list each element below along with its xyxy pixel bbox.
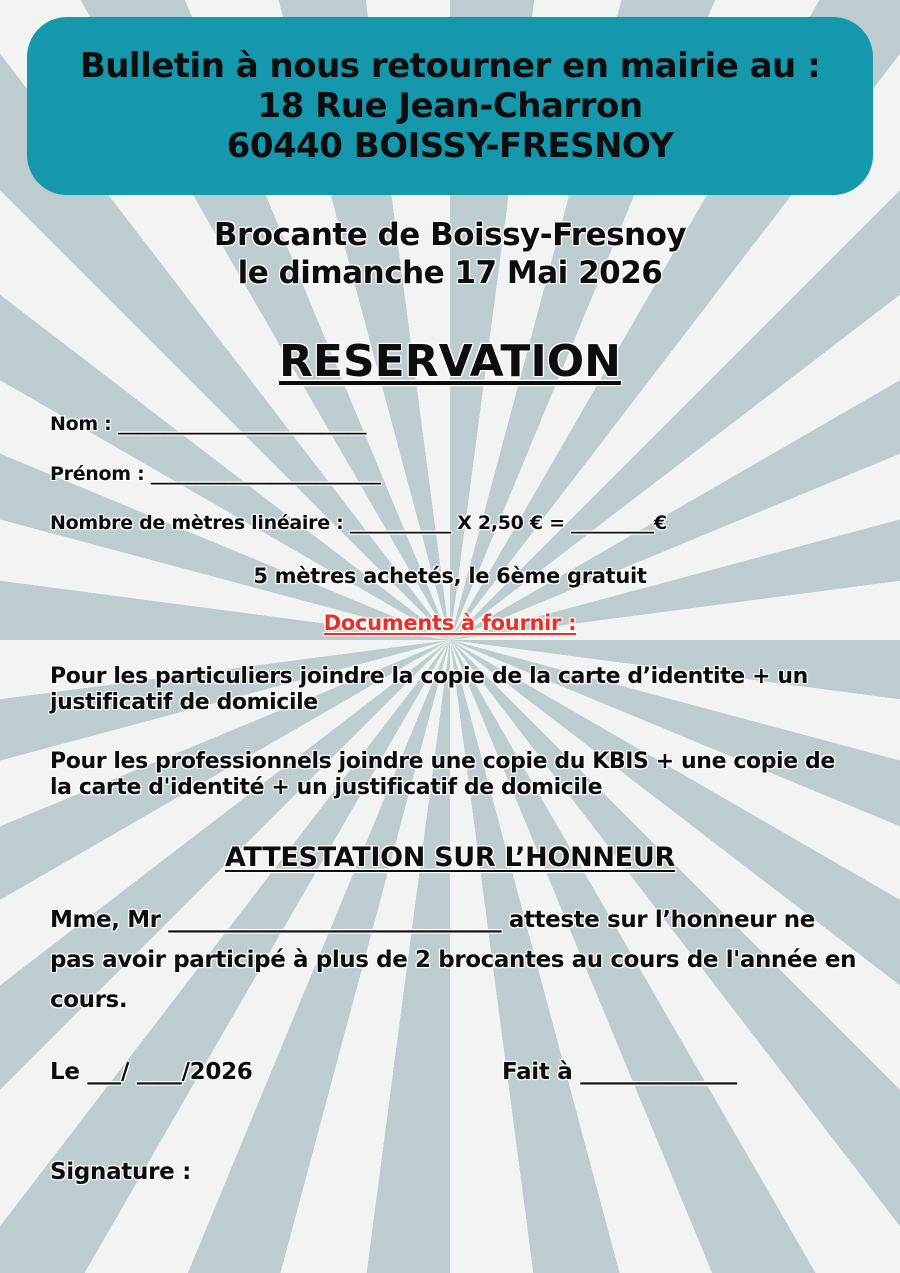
attestation-text[interactable]: Mme, Mr ______________________________ atteste sur l’honneur ne pas avoir participé à plus de 2 brocantes au cours de l'année en cours. — [50, 907, 857, 1013]
prenom-field[interactable]: Prénom : _________________________ — [50, 463, 381, 485]
reservation-title: RESERVATION — [279, 336, 621, 387]
documents-title-text: Documents à fournir : — [323, 611, 577, 635]
place-field[interactable]: Fait à ______________ — [502, 1059, 737, 1085]
street-address: 18 Rue Jean-Charron — [257, 86, 643, 126]
event-name: Brocante de Boissy-Fresnoy — [213, 217, 687, 253]
professionnels-requirement: Pour les professionnels joindre une copie du KBIS + une copie de la carte d'identité + un justificatif de domicile — [50, 749, 835, 800]
offer-text: 5 mètres achetés, le 6ème gratuit — [253, 564, 647, 588]
address-banner — [27, 17, 873, 195]
particuliers-requirement: Pour les particuliers joindre la copie de la carte d’identite + un justificatif de domicile — [50, 664, 808, 715]
event-date: le dimanche 17 Mai 2026 — [237, 255, 663, 291]
attestation-title: ATTESTATION SUR L’HONNEUR — [225, 842, 675, 873]
nom-field[interactable]: Nom : ___________________________ — [50, 413, 367, 435]
documents-title — [0, 610, 900, 636]
return-instruction: Bulletin à nous retourner en mairie au : — [79, 46, 821, 86]
metres-field[interactable]: Nombre de mètres linéaire : ___________ X 2,50 € = _________€ — [50, 512, 667, 534]
date-field[interactable]: Le ___/ ____/2026 — [50, 1059, 253, 1085]
signature-field[interactable]: Signature : — [50, 1159, 192, 1185]
city-address: 60440 BOISSY-FRESNOY — [226, 126, 674, 166]
